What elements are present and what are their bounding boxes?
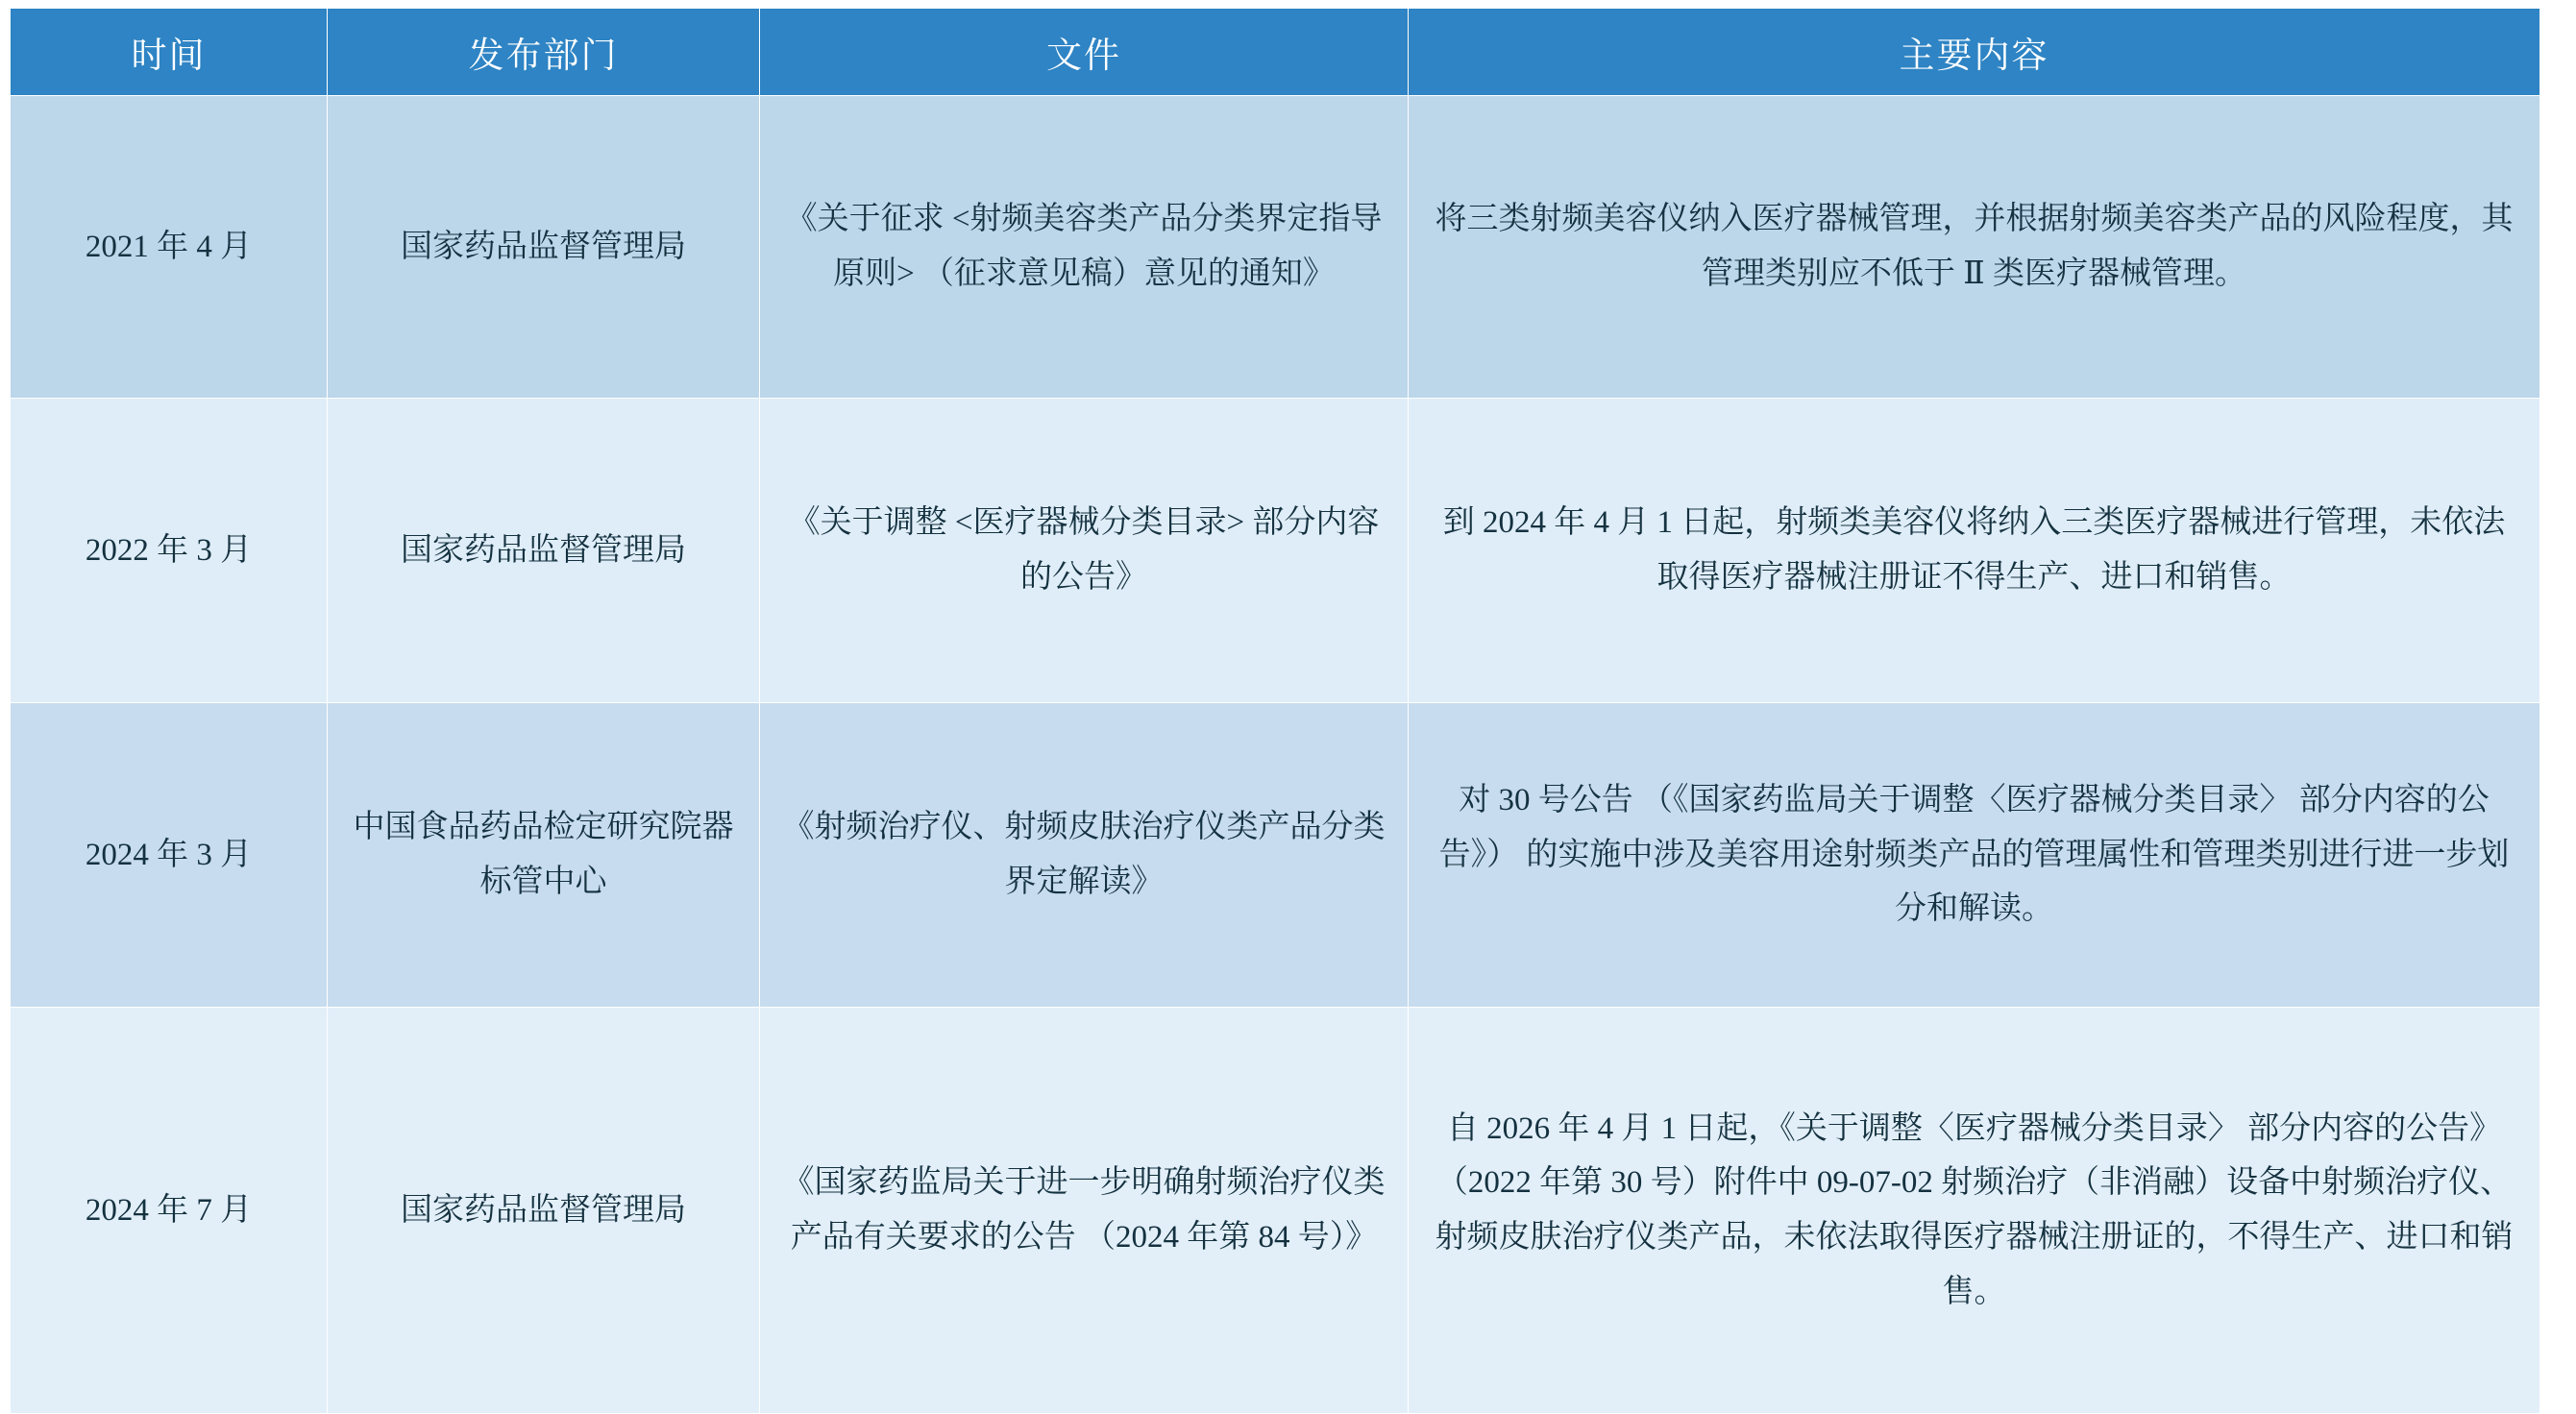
- column-header-time: 时间: [11, 9, 328, 96]
- cell-department-text: 国家药品监督管理局: [401, 229, 686, 264]
- cell-time-text: 2022 年 3 月: [85, 532, 253, 568]
- cell-document: [760, 1008, 1409, 1414]
- cell-time: [11, 1008, 328, 1414]
- cell-main-content-text: 到 2024 年 4 月 1 日起，射频类美容仪将纳入三类医疗器械进行管理，未依法取得医疗器械注册证不得生产、进口和销售。: [1442, 505, 2506, 595]
- cell-time: [11, 96, 328, 399]
- cell-department: [328, 1008, 760, 1414]
- cell-document: [760, 703, 1409, 1008]
- cell-department-text: 国家药品监督管理局: [401, 1192, 686, 1228]
- cell-department: [328, 96, 760, 399]
- cell-main-content: [1409, 1008, 2540, 1414]
- cell-document-text: 《国家药监局关于进一步明确射频治疗仪类产品有关要求的公告 （2024 年第 84 号）》: [782, 1165, 1386, 1255]
- cell-document-text: 《关于征求 <射频美容类产品分类界定指导原则> （征求意见稿）意见的通知》: [785, 202, 1383, 291]
- policy-table-container: [0, 8, 2576, 1347]
- cell-main-content-text: 自 2026 年 4 月 1 日起，《关于调整〈医疗器械分类目录〉 部分内容的公告》 （2022 年第 30 号）附件中 09-07-02 射频治疗（非消融）设备中射频治疗仪、射频皮肤治疗仪类产品，未依法取得医疗器械注册证的，不得生产、进口和销售。: [1435, 1110, 2514, 1309]
- table-row: [11, 1008, 2540, 1414]
- column-header-department: 发布部门: [328, 9, 760, 96]
- cell-document-text: 《射频治疗仪、射频皮肤治疗仪类产品分类界定解读》: [782, 810, 1386, 899]
- cell-main-content: [1409, 703, 2540, 1008]
- cell-main-content: [1409, 96, 2540, 399]
- cell-time: [11, 399, 328, 703]
- cell-document: [760, 96, 1409, 399]
- cell-department: [328, 703, 760, 1008]
- table-row: [11, 703, 2540, 1008]
- cell-time-text: 2024 年 3 月: [85, 837, 253, 872]
- cell-department: [328, 399, 760, 703]
- cell-time: [11, 703, 328, 1008]
- table-row: [11, 96, 2540, 399]
- cell-document: [760, 399, 1409, 703]
- policy-table: [10, 8, 2540, 1414]
- cell-document-text: 《关于调整 <医疗器械分类目录> 部分内容的公告》: [788, 505, 1380, 595]
- cell-department-text: 中国食品药品检定研究院器标管中心: [353, 810, 734, 899]
- cell-department-text: 国家药品监督管理局: [401, 532, 686, 568]
- cell-time-text: 2024 年 7 月: [85, 1192, 253, 1228]
- cell-main-content-text: 对 30 号公告 （《国家药监局关于调整〈医疗器械分类目录〉 部分内容的公告》） 的实施中涉及美容用途射频类产品的管理属性和管理类别进行进一步划分和解读。: [1438, 782, 2510, 927]
- column-header-document: 文件: [760, 9, 1409, 96]
- table-header-row: [11, 9, 2540, 96]
- column-header-main-content: 主要内容: [1409, 9, 2540, 96]
- table-row: [11, 399, 2540, 703]
- table-body: [11, 96, 2540, 1414]
- cell-time-text: 2021 年 4 月: [85, 229, 253, 264]
- cell-main-content: [1409, 399, 2540, 703]
- cell-main-content-text: 将三类射频美容仪纳入医疗器械管理，并根据射频美容类产品的风险程度，其管理类别应不低于 Ⅱ 类医疗器械管理。: [1435, 202, 2514, 291]
- table-header: [11, 9, 2540, 96]
